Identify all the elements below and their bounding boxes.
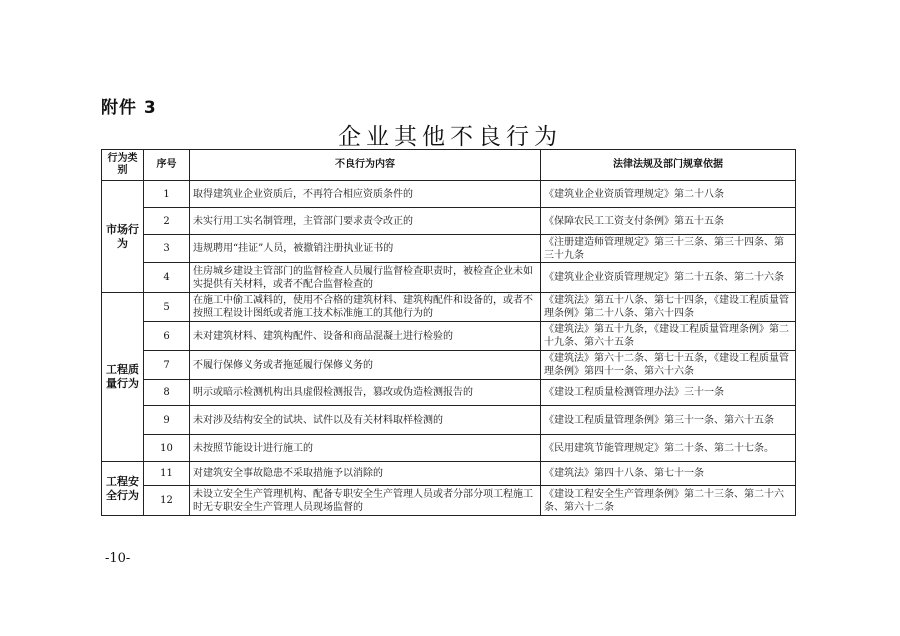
table-row: [102, 380, 796, 406]
row-content: 未按照节能设计进行施工的: [190, 435, 541, 462]
table-row: [102, 486, 796, 516]
row-index: 4: [144, 263, 190, 293]
header-index: 序号: [144, 150, 190, 181]
row-index: 12: [144, 486, 190, 516]
attachment-label: 附件 3: [101, 98, 157, 118]
row-index: 10: [144, 435, 190, 462]
table-row: [102, 263, 796, 293]
row-basis: 《建筑业企业资质管理规定》第二十八条: [541, 181, 796, 208]
row-basis: 《建筑法》第五十九条，《建设工程质量管理条例》第二十九条、第六十五条: [541, 322, 796, 351]
category-market: 市场行为: [102, 181, 144, 293]
table-header-row: [102, 150, 796, 181]
table-row: [102, 293, 796, 322]
row-content: 明示或暗示检测机构出具虚假检测报告，篡改或伪造检测报告的: [190, 380, 541, 406]
row-content: 未设立安全生产管理机构、配备专职安全生产管理人员或者分部分项工程施工时无专职安全生产管理人员现场监督的: [190, 486, 541, 516]
row-index: 8: [144, 380, 190, 406]
row-index: 2: [144, 208, 190, 235]
table-row: [102, 181, 796, 208]
row-index: 9: [144, 406, 190, 435]
table-row: [102, 235, 796, 263]
row-basis: 《注册建造师管理规定》第三十三条、第三十四条、第三十九条: [541, 235, 796, 263]
row-basis: 《民用建筑节能管理规定》第二十条、第二十七条。: [541, 435, 796, 462]
table-row: [102, 406, 796, 435]
header-content: 不良行为内容: [190, 150, 541, 181]
row-index: 11: [144, 462, 190, 486]
row-basis: 《建筑法》第五十八条、第七十四条，《建设工程质量管理条例》第二十八条、第六十四条: [541, 293, 796, 322]
row-content: 对建筑安全事故隐患不采取措施予以消除的: [190, 462, 541, 486]
row-content: 未对建筑材料、建筑构配件、设备和商品混凝土进行检验的: [190, 322, 541, 351]
row-content: 未对涉及结构安全的试块、试件以及有关材料取样检测的: [190, 406, 541, 435]
header-category: 行为类别: [102, 150, 144, 181]
row-basis: 《建设工程安全生产管理条例》第二十三条、第二十六条、第六十二条: [541, 486, 796, 516]
table-row: [102, 208, 796, 235]
category-quality: 工程质量行为: [102, 293, 144, 462]
row-content: 取得建筑业企业资质后，不再符合相应资质条件的: [190, 181, 541, 208]
row-content: 在施工中偷工减料的，使用不合格的建筑材料、建筑构配件和设备的，或者不按照工程设计图纸或者施工技术标准施工的其他行为的: [190, 293, 541, 322]
row-index: 1: [144, 181, 190, 208]
misconduct-table: [101, 149, 796, 516]
table-row: [102, 322, 796, 351]
header-basis: 法律法规及部门规章依据: [541, 150, 796, 181]
row-index: 3: [144, 235, 190, 263]
row-basis: 《建设工程质量检测管理办法》三十一条: [541, 380, 796, 406]
row-content: 住房城乡建设主管部门的监督检查人员履行监督检查职责时，被检查企业未如实提供有关材料，或者不配合监督检查的: [190, 263, 541, 293]
row-basis: 《建设工程质量管理条例》第三十一条、第六十五条: [541, 406, 796, 435]
row-content: 不履行保修义务或者拖延履行保修义务的: [190, 351, 541, 380]
row-basis: 《建筑业企业资质管理规定》第二十五条、第二十六条: [541, 263, 796, 293]
table-row: [102, 351, 796, 380]
row-basis: 《建筑法》第四十八条、第七十一条: [541, 462, 796, 486]
row-basis: 《保障农民工工资支付条例》第五十五条: [541, 208, 796, 235]
table-row: [102, 435, 796, 462]
row-content: 未实行用工实名制管理，主管部门要求责令改正的: [190, 208, 541, 235]
row-content: 违规聘用“挂证”人员，被撤销注册执业证书的: [190, 235, 541, 263]
row-index: 5: [144, 293, 190, 322]
row-index: 6: [144, 322, 190, 351]
table-row: [102, 462, 796, 486]
row-index: 7: [144, 351, 190, 380]
category-safety: 工程安全行为: [102, 462, 144, 516]
page-number: -10-: [105, 551, 131, 566]
row-basis: 《建筑法》第六十二条、第七十五条，《建设工程质量管理条例》第四十一条、第六十六条: [541, 351, 796, 380]
page-title: 企业其他不良行为: [338, 124, 562, 150]
